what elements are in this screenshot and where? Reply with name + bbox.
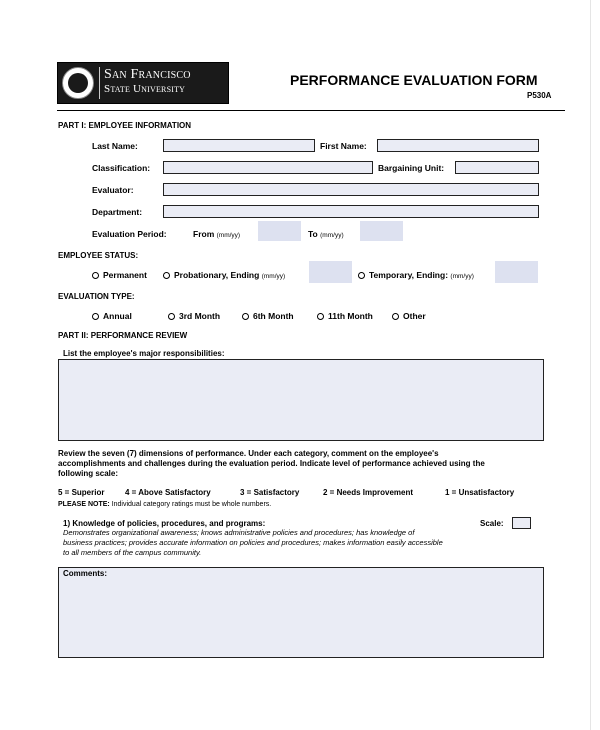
criterion1-desc2: business practices; provides accurate information on policies and procedures; makes information easily accessible <box>63 538 443 547</box>
status-probationary-option[interactable] <box>163 270 285 280</box>
department-field[interactable] <box>163 205 539 218</box>
comments-label: Comments: <box>63 569 108 578</box>
scale-5: 5 = Superior <box>58 488 105 497</box>
eval-type-6th-month[interactable] <box>242 311 294 321</box>
please-note <box>58 501 271 508</box>
radio-icon <box>242 313 249 320</box>
eval-type-6th-label: 6th Month <box>253 311 294 321</box>
classification-field[interactable] <box>163 161 373 174</box>
status-permanent-label: Permanent <box>103 270 147 280</box>
radio-icon <box>392 313 399 320</box>
from-date-hint: (mm/yy) <box>216 232 241 239</box>
eval-type-3rd-label: 3rd Month <box>179 311 221 321</box>
comments-textarea[interactable] <box>58 567 544 658</box>
from-text: From <box>193 229 215 239</box>
criterion1-scale-label: Scale: <box>480 519 504 528</box>
radio-icon <box>92 313 99 320</box>
review-line1: Review the seven (7) dimensions of performance. Under each category, comment on the employee's <box>58 449 439 458</box>
university-logo <box>57 62 229 104</box>
criterion1-desc1: Demonstrates organizational awareness; knows administrative policies and procedures; has knowledge of <box>63 528 415 537</box>
scale-2: 2 = Needs Improvement <box>323 488 414 497</box>
radio-icon <box>163 272 170 279</box>
first-name-label: First Name: <box>320 141 367 151</box>
last-name-field[interactable] <box>163 139 315 152</box>
eval-type-11th-label: 11th Month <box>328 311 373 321</box>
probationary-date-hint: (mm/yy) <box>261 273 286 280</box>
radio-icon <box>92 272 99 279</box>
radio-icon <box>168 313 175 320</box>
form-code: P530A <box>527 91 552 100</box>
review-line3: following scale: <box>58 469 119 478</box>
status-temporary-option[interactable] <box>358 270 474 280</box>
seal-icon <box>62 67 94 99</box>
status-heading: EMPLOYEE STATUS: <box>58 251 139 260</box>
eval-period-label: Evaluation Period: <box>92 229 167 239</box>
responsibilities-label: List the employee's major responsibilities: <box>63 349 225 358</box>
from-label <box>193 229 240 239</box>
eval-type-other-label: Other <box>403 311 426 321</box>
bargaining-unit-label: Bargaining Unit: <box>378 163 445 173</box>
logo-line1: San Francisco <box>104 67 191 82</box>
eval-type-heading: EVALUATION TYPE: <box>58 292 135 301</box>
last-name-label: Last Name: <box>92 141 138 151</box>
review-line2: accomplishments and challenges during the evaluation period. Indicate level of performance achieved using the <box>58 459 485 468</box>
from-date-field[interactable] <box>258 221 301 241</box>
status-temporary-label: Temporary, Ending: <box>369 270 449 280</box>
classification-label: Classification: <box>92 163 151 173</box>
please-note-bold: PLEASE NOTE: <box>58 501 110 508</box>
part2-heading: PART II: PERFORMANCE REVIEW <box>58 331 188 340</box>
please-note-text: Individual category ratings must be whole numbers. <box>111 501 272 508</box>
evaluator-field[interactable] <box>163 183 539 196</box>
criterion1-scale-field[interactable] <box>512 517 531 529</box>
first-name-field[interactable] <box>377 139 539 152</box>
eval-type-annual[interactable] <box>92 311 132 321</box>
logo-divider <box>99 67 100 99</box>
status-probationary-label: Probationary, Ending <box>174 270 260 280</box>
part1-heading: PART I: EMPLOYEE INFORMATION <box>58 121 192 130</box>
scale-1: 1 = Unsatisfactory <box>445 488 515 497</box>
to-date-hint: (mm/yy) <box>320 232 344 239</box>
scale-4: 4 = Above Satisfactory <box>125 488 211 497</box>
criterion1-title: 1) Knowledge of policies, procedures, and programs: <box>63 519 266 528</box>
form-title: PERFORMANCE EVALUATION FORM <box>290 72 538 88</box>
temporary-date-hint: (mm/yy) <box>450 273 474 280</box>
radio-icon <box>358 272 365 279</box>
page-edge <box>590 0 591 730</box>
to-text: To <box>308 229 318 239</box>
logo-line2: State University <box>104 83 186 95</box>
eval-type-annual-label: Annual <box>103 311 132 321</box>
to-date-field[interactable] <box>360 221 403 241</box>
header-rule <box>57 110 565 111</box>
criterion1-desc3: to all members of the campus community. <box>63 548 202 557</box>
eval-type-11th-month[interactable] <box>317 311 373 321</box>
department-label: Department: <box>92 207 143 217</box>
eval-type-3rd-month[interactable] <box>168 311 220 321</box>
responsibilities-textarea[interactable] <box>58 359 544 441</box>
temporary-date-field[interactable] <box>495 261 538 283</box>
evaluator-label: Evaluator: <box>92 185 134 195</box>
bargaining-unit-field[interactable] <box>455 161 539 174</box>
eval-type-other[interactable] <box>392 311 426 321</box>
probationary-date-field[interactable] <box>309 261 352 283</box>
status-permanent-option[interactable] <box>92 270 147 280</box>
to-label <box>308 229 344 239</box>
radio-icon <box>317 313 324 320</box>
scale-3: 3 = Satisfactory <box>240 488 300 497</box>
